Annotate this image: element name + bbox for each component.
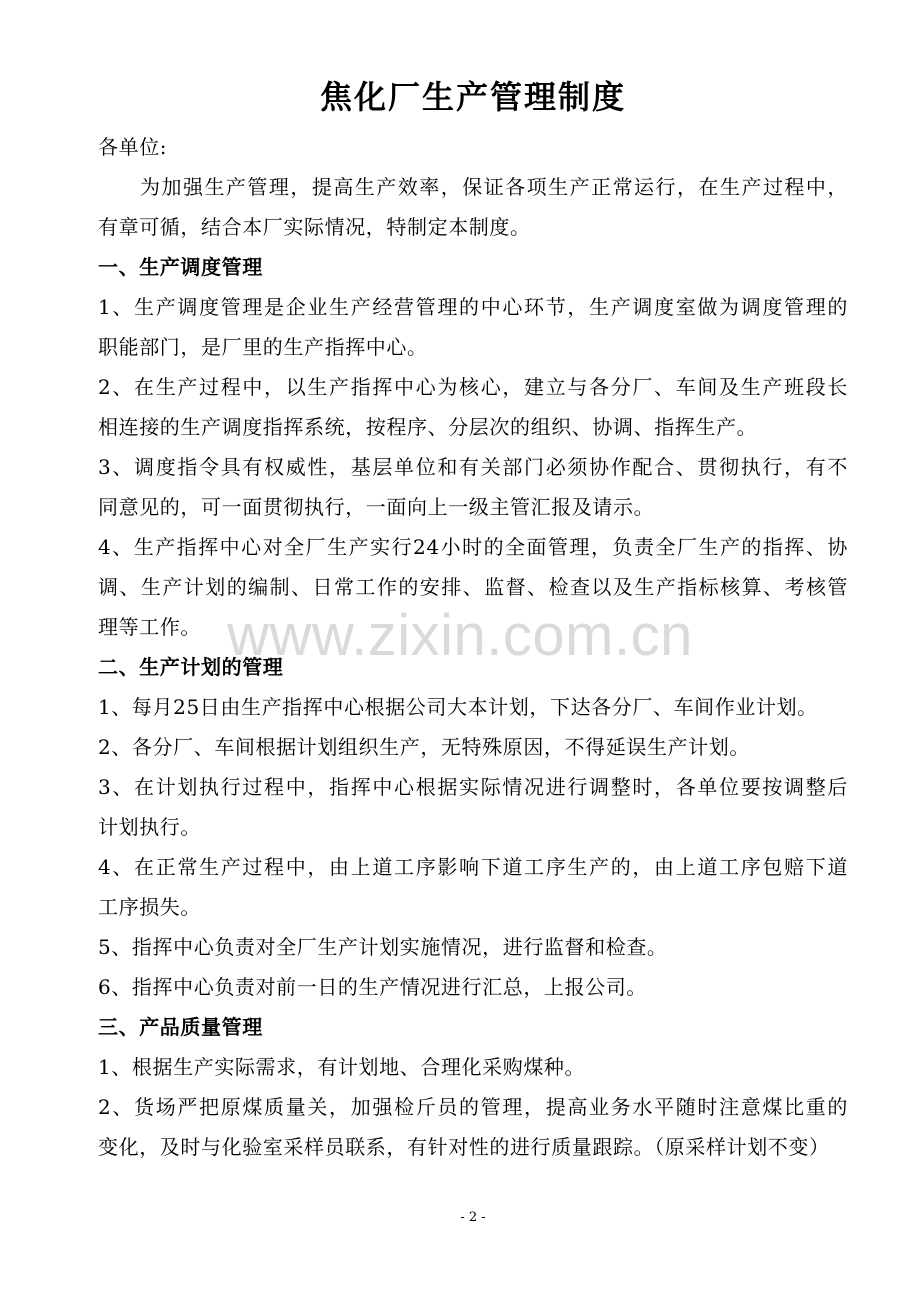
numbered-item (98, 367, 848, 447)
numbered-item (98, 1087, 848, 1167)
text-line: 相连接的生产调度指挥系统，按程序、分层次的组织、协调、指挥生产。 (98, 415, 758, 439)
text-line: 1、根据生产实际需求，有计划地、合理化采购煤种。 (98, 1055, 586, 1079)
numbered-item (98, 927, 848, 967)
text-line: 工序损失。 (98, 895, 201, 919)
salutation: 各单位: (98, 135, 168, 159)
numbered-item (98, 447, 848, 527)
numbered-item (98, 847, 848, 927)
section (98, 647, 848, 687)
page-number: - 2 - (460, 1210, 486, 1225)
section (98, 247, 848, 287)
text-line: 6、指挥中心负责对前一日的生产情况进行汇总，上报公司。 (98, 975, 647, 999)
text-line: 4、在正常生产过程中，由上道工序影响下道工序生产的，由上道工序包赔下道 (98, 855, 848, 879)
text-line: 3、在计划执行过程中，指挥中心根据实际情况进行调整时，各单位要按调整后 (98, 775, 848, 799)
watermark: www.zixin.com.cn (227, 603, 693, 668)
text-line: 1、生产调度管理是企业生产经营管理的中心环节，生产调度室做为调度管理的 (98, 295, 848, 319)
text-line: 理等工作。 (98, 615, 201, 639)
text-line: 4、生产指挥中心对全厂生产实行24小时的全面管理，负责全厂生产的指挥、协 (98, 535, 848, 559)
text-line: 2、在生产过程中，以生产指挥中心为核心，建立与各分厂、车间及生产班段长 (98, 375, 848, 399)
text-line: 3、调度指令具有权威性，基层单位和有关部门必须协作配合、贯彻执行，有不 (98, 455, 848, 479)
numbered-item (98, 767, 848, 847)
numbered-item (98, 967, 848, 1007)
text-line: 计划执行。 (98, 815, 201, 839)
numbered-item (98, 727, 848, 767)
text-line: 变化，及时与化验室采样员联系，有针对性的进行质量跟踪。（原采样计划不变） (98, 1135, 830, 1159)
section-heading: 三、产品质量管理 (98, 1015, 263, 1039)
section-heading: 一、生产调度管理 (98, 255, 263, 279)
numbered-item (98, 1047, 848, 1087)
numbered-item (98, 287, 848, 367)
text-line: 2、货场严把原煤质量关，加强检斤员的管理，提高业务水平随时注意煤比重的 (98, 1095, 848, 1119)
intro-paragraph (98, 167, 848, 247)
document-body (98, 127, 848, 1167)
text-line: 为加强生产管理，提高生产效率，保证各项生产正常运行，在生产过程中， (140, 175, 848, 199)
section (98, 1007, 848, 1047)
numbered-item (98, 527, 848, 647)
text-line: 调、生产计划的编制、日常工作的安排、监督、检查以及生产指标核算、考核管 (98, 575, 848, 599)
section-heading: 二、生产计划的管理 (98, 655, 284, 679)
text-line: 同意见的，可一面贯彻执行，一面向上一级主管汇报及请示。 (98, 495, 655, 519)
text-line: 有章可循，结合本厂实际情况，特制定本制度。 (98, 215, 531, 239)
numbered-item (98, 687, 848, 727)
document-title: 焦化厂生产管理制度 (319, 78, 626, 116)
text-line: 1、每月25日由生产指挥中心根据公司大本计划，下达各分厂、车间作业计划。 (98, 695, 818, 719)
text-line: 2、各分厂、车间根据计划组织生产，无特殊原因，不得延误生产计划。 (98, 735, 750, 759)
text-line: 职能部门，是厂里的生产指挥中心。 (98, 335, 428, 359)
text-line: 5、指挥中心负责对全厂生产计划实施情况，进行监督和检查。 (98, 935, 668, 959)
